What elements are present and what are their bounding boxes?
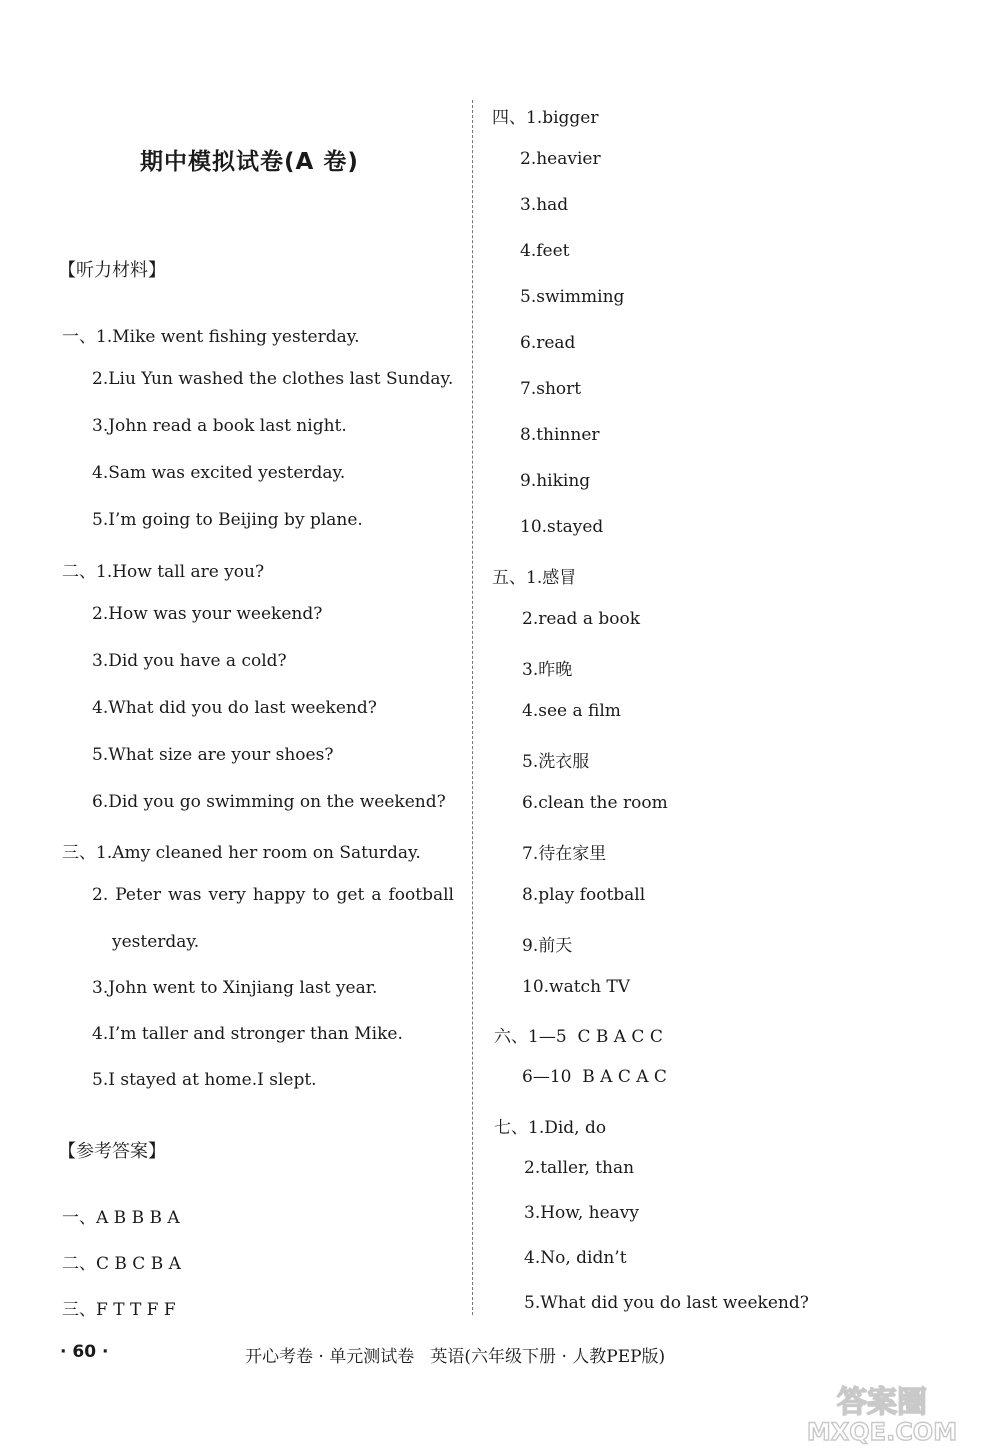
right-line: 7.short <box>520 379 582 399</box>
right-line: 3.How, heavy <box>524 1203 639 1223</box>
column-divider <box>472 100 473 1315</box>
right-line: 8.play football <box>522 885 646 905</box>
left-line: 3.John went to Xinjiang last year. <box>92 978 378 998</box>
right-line: 6.read <box>520 333 576 353</box>
right-line: 10.watch TV <box>522 977 631 997</box>
left-line: 2.How was your weekend? <box>92 604 323 624</box>
left-line: 5.I’m going to Beijing by plane. <box>92 510 363 530</box>
left-line: 二、1.How tall are you? <box>62 562 265 582</box>
right-line: 3.had <box>520 195 569 215</box>
left-line: 2. Peter was very happy to get a football <box>92 885 454 905</box>
left-line: 5.What size are your shoes? <box>92 745 334 765</box>
left-line: 三、1.Amy cleaned her room on Saturday. <box>62 843 421 863</box>
listening-header: 【听力材料】 <box>58 260 166 281</box>
right-line: 5.swimming <box>520 287 625 307</box>
right-line: 3.昨晚 <box>522 660 573 680</box>
right-line: 6—10 B A C A C <box>522 1067 667 1087</box>
left-line: 6.Did you go swimming on the weekend? <box>92 792 446 812</box>
right-line: 5.What did you do last weekend? <box>524 1293 809 1313</box>
right-line: 5.洗衣服 <box>522 752 590 772</box>
right-line: 4.No, didn’t <box>524 1248 627 1268</box>
right-line: 6.clean the room <box>522 793 668 813</box>
answer-line: 一、A B B B A <box>62 1208 180 1228</box>
footer-book-title: 开心考卷 · 单元测试卷 英语(六年级下册 · 人教PEP版) <box>245 1347 666 1367</box>
right-line: 9.hiking <box>520 471 591 491</box>
page-title: 期中模拟试卷(A 卷) <box>140 149 359 175</box>
left-line: 4.What did you do last weekend? <box>92 698 377 718</box>
left-line: 4.I’m taller and stronger than Mike. <box>92 1024 403 1044</box>
right-line: 六、1—5 C B A C C <box>494 1027 663 1047</box>
left-line: 3.John read a book last night. <box>92 416 347 436</box>
page-number: · 60 · <box>60 1342 109 1362</box>
left-line: 5.I stayed at home.I slept. <box>92 1070 317 1090</box>
right-line: 五、1.感冒 <box>492 568 577 588</box>
right-line: 2.heavier <box>520 149 601 169</box>
right-line: 10.stayed <box>520 517 604 537</box>
left-line: 一、1.Mike went fishing yesterday. <box>62 327 360 347</box>
right-line: 9.前天 <box>522 936 573 956</box>
right-line: 2.taller, than <box>524 1158 635 1178</box>
watermark-url: MXQE.COM <box>806 1418 958 1445</box>
right-line: 8.thinner <box>520 425 600 445</box>
left-line: 2.Liu Yun washed the clothes last Sunday. <box>92 369 454 389</box>
right-line: 七、1.Did, do <box>494 1118 607 1138</box>
right-line: 4.see a film <box>522 701 621 721</box>
right-line: 2.read a book <box>522 609 641 629</box>
left-line: 4.Sam was excited yesterday. <box>92 463 346 483</box>
answer-line: 三、F T T F F <box>62 1300 176 1320</box>
watermark-title: 答案圈 <box>837 1385 927 1420</box>
right-line: 7.待在家里 <box>522 844 607 864</box>
answer-line: 二、C B C B A <box>62 1254 181 1274</box>
answers-header: 【参考答案】 <box>58 1141 166 1162</box>
left-line: 3.Did you have a cold? <box>92 651 287 671</box>
right-line: 4.feet <box>520 241 570 261</box>
left-line: yesterday. <box>112 932 200 952</box>
right-line: 四、1.bigger <box>492 108 599 128</box>
watermark-logo <box>770 1380 995 1445</box>
